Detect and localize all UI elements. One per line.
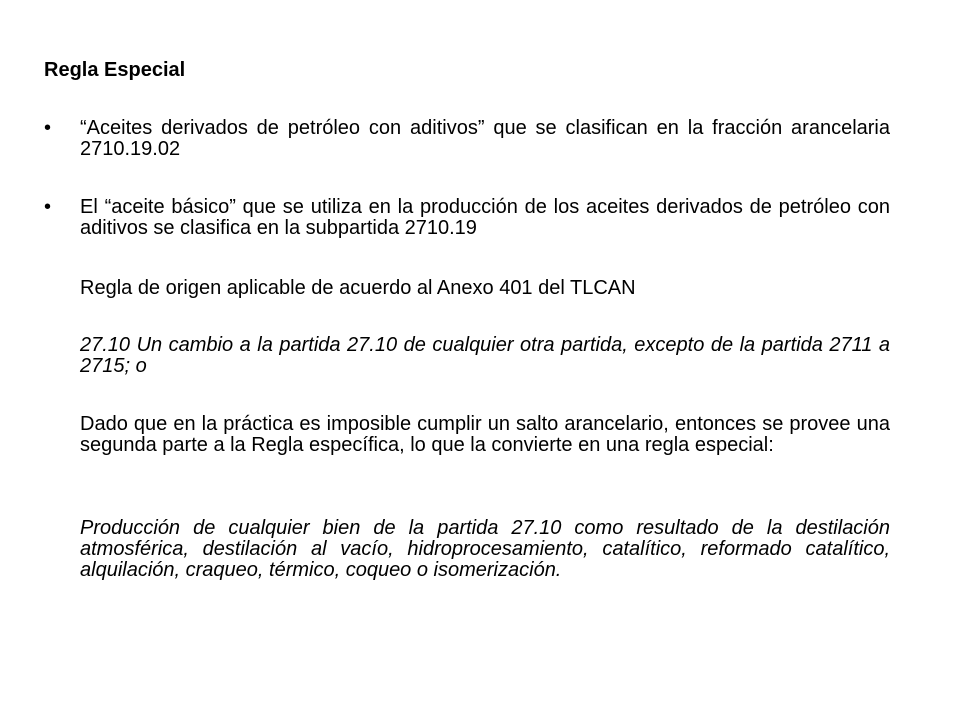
bullet-text-aceites-derivados: “Aceites derivados de petróleo con aditivos” que se clasifican en la fracción arancelaria 2710.19.02 bbox=[80, 117, 890, 160]
paragraph-special-rule: Producción de cualquier bien de la partida 27.10 como resultado de la destilación atmosférica, destilación al vacío, hidroprocesamiento, catalítico, reformado catalítico, alquilación, craqueo, térmico, coqueo o isomerización. bbox=[80, 517, 890, 581]
bullet-marker: • bbox=[44, 117, 52, 139]
paragraph-rule-2710: 27.10 Un cambio a la partida 27.10 de cualquier otra partida, excepto de la partida 2711 a 2715; o bbox=[80, 334, 890, 377]
bullet-text-aceite-basico: El “aceite básico” que se utiliza en la producción de los aceites derivados de petróleo con aditivos se clasifica en la subpartida 2710.19 bbox=[80, 196, 890, 239]
paragraph-explanation: Dado que en la práctica es imposible cumplir un salto arancelario, entonces se provee una segunda parte a la Regla específica, lo que la convierte en una regla especial: bbox=[80, 413, 890, 456]
paragraph-regla-origen: Regla de origen aplicable de acuerdo al Anexo 401 del TLCAN bbox=[80, 277, 636, 299]
bullet-marker: • bbox=[44, 196, 52, 218]
slide-title: Regla Especial bbox=[44, 59, 186, 81]
